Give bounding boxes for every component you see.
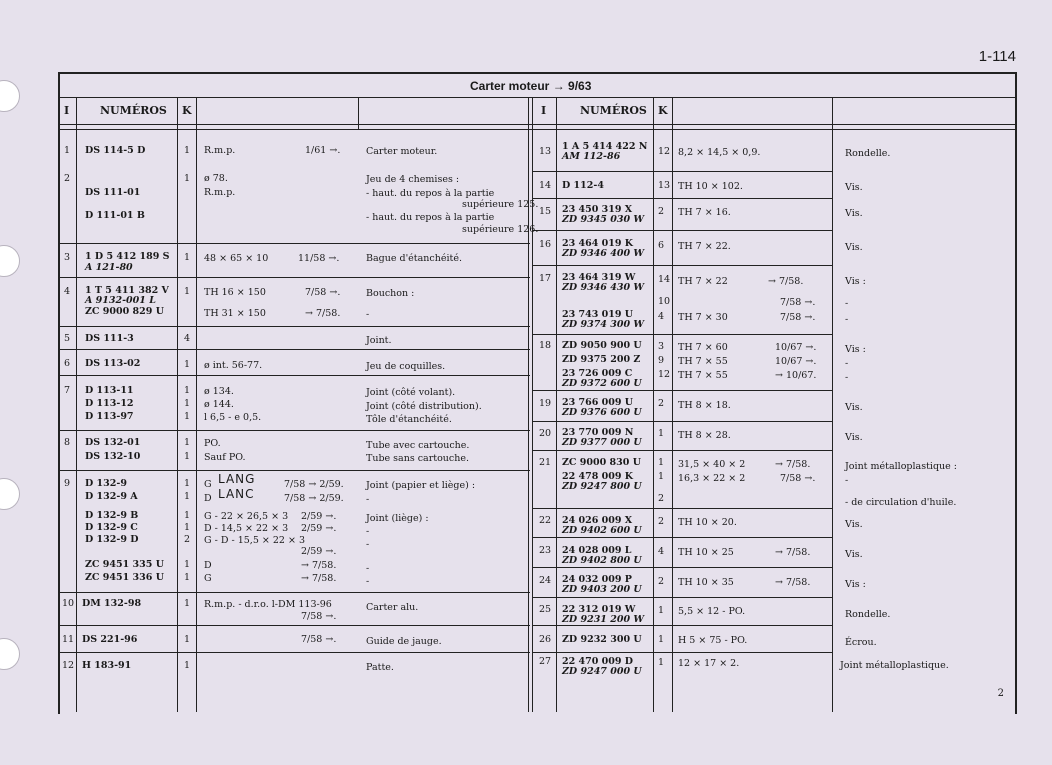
part-number: 23 770 009 N — [562, 427, 634, 438]
part-number: AM 112-86 — [562, 151, 621, 162]
designation: Joint (liège) : — [366, 513, 429, 524]
index-cell: 22 — [539, 515, 552, 526]
part-number: 1 D 5 412 189 S — [85, 251, 170, 262]
designation: - — [845, 358, 849, 369]
binder-hole — [0, 80, 20, 112]
part-number: 23 743 019 U — [562, 309, 634, 320]
part-number: DS 111-01 — [85, 187, 141, 198]
quantity: 1 — [184, 145, 191, 156]
designation: Joint (papier et liège) : — [366, 480, 476, 491]
quantity: 12 — [658, 146, 671, 157]
date: → 7/58. — [775, 577, 811, 588]
quantity: 1 — [658, 657, 665, 668]
designation: - — [366, 309, 370, 320]
dimension: TH 31 × 150 — [204, 308, 266, 319]
quantity: 1 — [184, 478, 191, 489]
index-cell: 14 — [539, 180, 552, 191]
designation: Joint (côté volant). — [366, 387, 456, 398]
designation: - de circulation d'huile. — [845, 497, 957, 508]
date: 2/59 →. — [301, 546, 337, 557]
part-number: A 9132-001 L — [85, 295, 156, 306]
designation: Vis. — [845, 208, 863, 219]
designation: Jeu de 4 chemises : — [366, 174, 460, 185]
designation: Vis. — [845, 519, 863, 530]
part-number: 24 026 009 X — [562, 515, 633, 526]
quantity: 1 — [184, 491, 191, 502]
dimension: ø int. 56-77. — [204, 360, 263, 371]
dimension: Sauf PO. — [204, 452, 246, 463]
header-numeros-right: NUMÉROS — [580, 104, 647, 117]
designation: Vis : — [845, 344, 866, 355]
date: 7/58 →. — [301, 634, 337, 645]
date: 11/58 →. — [298, 253, 340, 264]
part-number: 24 028 009 L — [562, 545, 632, 556]
part-number: D 113-12 — [85, 398, 134, 409]
part-number: DM 132-98 — [82, 598, 142, 609]
part-number: ZD 9346 400 W — [562, 248, 645, 259]
designation: Écrou. — [845, 637, 877, 648]
index-cell: 4 — [64, 286, 71, 297]
quantity: 1 — [184, 634, 191, 645]
date: → 7/58. — [775, 547, 811, 558]
part-number: 23 450 319 X — [562, 204, 633, 215]
part-number: ZD 9247 000 U — [562, 666, 642, 677]
designation: Vis. — [845, 549, 863, 560]
designation: Bouchon : — [366, 288, 415, 299]
dimension: TH 7 × 55 — [678, 356, 728, 367]
dimension: PO. — [204, 438, 221, 449]
dimension: TH 10 × 35 — [678, 577, 734, 588]
quantity: 1 — [184, 559, 191, 570]
part-number: ZD 9402 600 U — [562, 525, 642, 536]
designation: Tube sans cartouche. — [366, 453, 469, 464]
part-number: ZD 9377 000 U — [562, 437, 642, 448]
part-number: 24 032 009 P — [562, 574, 632, 585]
designation: - haut. du repos à la partie — [366, 188, 495, 199]
part-number: 1 T 5 411 382 V — [85, 285, 169, 296]
part-number: D 132-9 C — [85, 522, 138, 533]
index-cell: 17 — [539, 273, 552, 284]
part-number: DS 132-01 — [85, 437, 141, 448]
quantity: 2 — [658, 493, 665, 504]
part-number: D 113-11 — [85, 385, 134, 396]
date: → 7/58. — [775, 459, 811, 470]
quantity: 1 — [184, 173, 191, 184]
index-cell: 1 — [64, 145, 71, 156]
date: 2/59 →. — [301, 523, 337, 534]
designation: Rondelle. — [845, 148, 891, 159]
dimension: D — [204, 560, 212, 571]
date: 10/67 →. — [775, 356, 817, 367]
dimension: TH 7 × 30 — [678, 312, 728, 323]
date: → 7/58. — [305, 308, 341, 319]
index-cell: 18 — [539, 340, 552, 351]
part-number: ZD 9372 600 U — [562, 378, 642, 389]
part-number: DS 132-10 — [85, 451, 141, 462]
designation: Patte. — [366, 662, 394, 673]
part-number: ZC 9000 830 U — [562, 457, 641, 468]
designation: Tube avec cartouche. — [366, 440, 470, 451]
date: 7/58 → 2/59. — [284, 493, 344, 504]
dimension: 12 × 17 × 2. — [678, 658, 740, 669]
binder-hole — [0, 638, 20, 670]
part-number: 23 766 009 U — [562, 397, 634, 408]
quantity: 1 — [184, 252, 191, 263]
designation: supérieure 126. — [462, 224, 539, 235]
part-number: ZD 9375 200 Z — [562, 354, 641, 365]
designation: - — [845, 298, 849, 309]
designation: supérieure 125. — [462, 199, 539, 210]
quantity: 1 — [184, 510, 191, 521]
part-number: D 113-97 — [85, 411, 134, 422]
index-cell: 9 — [64, 478, 71, 489]
designation: Vis. — [845, 242, 863, 253]
date: 7/58 →. — [301, 611, 337, 622]
dimension: TH 7 × 55 — [678, 370, 728, 381]
part-number: ZC 9451 336 U — [85, 572, 164, 583]
dimension: ø 144. — [204, 399, 234, 410]
index-cell: 26 — [539, 634, 552, 645]
quantity: 1 — [184, 451, 191, 462]
index-cell: 5 — [64, 333, 71, 344]
index-cell: 12 — [62, 660, 75, 671]
part-number: D 112-4 — [562, 180, 604, 191]
part-number: ZD 9247 800 U — [562, 481, 642, 492]
part-number: D 132-9 B — [85, 510, 139, 521]
quantity: 1 — [184, 411, 191, 422]
index-cell: 10 — [62, 598, 75, 609]
dimension: G - D - 15,5 × 22 × 3 — [204, 535, 305, 546]
quantity: 9 — [658, 355, 665, 366]
dimension: R.m.p. - d.r.o. l-DM 113-96 — [204, 599, 332, 610]
part-number: ZD 9345 030 W — [562, 214, 645, 225]
designation: - haut. du repos à la partie — [366, 212, 495, 223]
quantity: 4 — [658, 311, 665, 322]
designation: - — [366, 576, 370, 587]
quantity: 1 — [658, 428, 665, 439]
designation: Joint. — [366, 335, 392, 346]
quantity: 2 — [658, 206, 665, 217]
binder-hole — [0, 478, 20, 510]
quantity: 1 — [658, 457, 665, 468]
quantity: 2 — [658, 398, 665, 409]
quantity: 1 — [184, 437, 191, 448]
dimension: l 6,5 - e 0,5. — [204, 412, 262, 423]
dimension: TH 8 × 28. — [678, 430, 731, 441]
quantity: 6 — [658, 240, 665, 251]
dimension: G — [204, 479, 212, 490]
quantity: 1 — [184, 385, 191, 396]
footer-number: 2 — [997, 688, 1004, 699]
index-cell: 15 — [539, 206, 552, 217]
dimension: G - 22 × 26,5 × 3 — [204, 511, 289, 522]
date: → 7/58. — [301, 560, 337, 571]
header-i-right: I — [541, 104, 547, 117]
part-number: DS 113-02 — [85, 358, 141, 369]
quantity: 1 — [184, 572, 191, 583]
dimension: 31,5 × 40 × 2 — [678, 459, 746, 470]
part-number: ZD 9376 600 U — [562, 407, 642, 418]
quantity: 1 — [658, 634, 665, 645]
designation: Joint métalloplastique : — [845, 461, 957, 472]
dimension: TH 7 × 22 — [678, 276, 728, 287]
designation: Rondelle. — [845, 609, 891, 620]
index-cell: 27 — [539, 656, 552, 667]
designation: - — [845, 372, 849, 383]
designation: - — [845, 314, 849, 325]
dimension: 5,5 × 12 - PO. — [678, 606, 746, 617]
handwritten-note: LANG — [218, 472, 256, 486]
quantity: 1 — [184, 598, 191, 609]
binder-hole — [0, 245, 20, 277]
header-numeros: NUMÉROS — [100, 104, 167, 117]
designation: Joint métalloplastique. — [840, 660, 949, 671]
index-cell: 24 — [539, 575, 552, 586]
page-title: Carter moteur → 9/63 — [470, 79, 592, 93]
quantity: 1 — [184, 286, 191, 297]
quantity: 1 — [184, 660, 191, 671]
header-i: I — [64, 104, 70, 117]
designation: - — [366, 526, 370, 537]
dimension: 48 × 65 × 10 — [204, 253, 269, 264]
quantity: 2 — [184, 534, 191, 545]
date: 7/58 →. — [305, 287, 341, 298]
dimension: TH 10 × 25 — [678, 547, 734, 558]
dimension: 8,2 × 14,5 × 0,9. — [678, 147, 761, 158]
designation: Guide de jauge. — [366, 636, 442, 647]
designation: Vis : — [845, 579, 866, 590]
part-number: ZD 9231 200 W — [562, 614, 645, 625]
date: 2/59 →. — [301, 511, 337, 522]
header-k: K — [182, 104, 192, 117]
quantity: 3 — [658, 341, 665, 352]
part-number: D 132-9 — [85, 478, 127, 489]
quantity: 1 — [658, 605, 665, 616]
index-cell: 21 — [539, 457, 552, 468]
index-cell: 6 — [64, 358, 71, 369]
dimension: TH 7 × 22. — [678, 241, 731, 252]
dimension: ø 78. — [204, 173, 228, 184]
dimension: D - 14,5 × 22 × 3 — [204, 523, 289, 534]
date: 7/58 →. — [780, 473, 816, 484]
part-number: ZD 9403 200 U — [562, 584, 642, 595]
part-number: ZC 9000 829 U — [85, 306, 164, 317]
part-number: DS 114-5 D — [85, 145, 146, 156]
designation: Vis : — [845, 276, 866, 287]
date: → 7/58. — [768, 276, 804, 287]
index-cell: 19 — [539, 398, 552, 409]
date: → 7/58. — [301, 573, 337, 584]
designation: Jeu de coquilles. — [366, 361, 446, 372]
quantity: 12 — [658, 369, 671, 380]
page-number: 1-114 — [978, 48, 1016, 65]
index-cell: 7 — [64, 385, 71, 396]
quantity: 2 — [658, 576, 665, 587]
part-number: DS 221-96 — [82, 634, 138, 645]
index-cell: 11 — [62, 634, 75, 645]
date: 7/58 →. — [780, 312, 816, 323]
part-number: 23 464 319 W — [562, 272, 636, 283]
designation: - — [845, 475, 849, 486]
designation: Bague d'étanchéité. — [366, 253, 462, 264]
dimension: TH 8 × 18. — [678, 400, 731, 411]
dimension: R.m.p. — [204, 145, 236, 156]
part-number: 1 A 5 414 422 N — [562, 141, 648, 152]
header-k-right: K — [658, 104, 668, 117]
dimension: R.m.p. — [204, 187, 236, 198]
dimension: G — [204, 573, 212, 584]
index-cell: 2 — [64, 173, 71, 184]
quantity: 14 — [658, 274, 671, 285]
designation: Vis. — [845, 182, 863, 193]
index-cell: 25 — [539, 604, 552, 615]
index-cell: 23 — [539, 545, 552, 556]
dimension: ø 134. — [204, 386, 234, 397]
dimension: TH 16 × 150 — [204, 287, 266, 298]
dimension: 16,3 × 22 × 2 — [678, 473, 746, 484]
dimension: H 5 × 75 - PO. — [678, 635, 748, 646]
date: 1/61 →. — [305, 145, 341, 156]
part-number: 22 478 009 K — [562, 471, 634, 482]
designation: Tôle d'étanchéité. — [366, 414, 452, 425]
designation: Vis. — [845, 432, 863, 443]
designation: - — [366, 563, 370, 574]
part-number: 22 312 019 W — [562, 604, 636, 615]
quantity: 1 — [184, 522, 191, 533]
dimension: TH 10 × 20. — [678, 517, 737, 528]
part-number: D 132-9 A — [85, 491, 138, 502]
quantity: 1 — [184, 359, 191, 370]
date: 7/58 → 2/59. — [284, 479, 344, 490]
part-number: ZD 9402 800 U — [562, 555, 642, 566]
part-number: ZD 9050 900 U — [562, 340, 642, 351]
part-number: ZD 9374 300 W — [562, 319, 645, 330]
part-number: 23 464 019 K — [562, 238, 634, 249]
index-cell: 16 — [539, 239, 552, 250]
quantity: 2 — [658, 516, 665, 527]
index-cell: 8 — [64, 437, 71, 448]
designation: - — [366, 494, 370, 505]
part-number: 23 726 009 C — [562, 368, 633, 379]
index-cell: 20 — [539, 428, 552, 439]
index-cell: 13 — [539, 146, 552, 157]
designation: Joint (côté distribution). — [366, 401, 482, 412]
quantity: 4 — [658, 546, 665, 557]
date: 10/67 →. — [775, 342, 817, 353]
designation: - — [366, 539, 370, 550]
part-number: ZC 9451 335 U — [85, 559, 164, 570]
index-cell: 3 — [64, 252, 71, 263]
date: 7/58 →. — [780, 297, 816, 308]
dimension: TH 7 × 60 — [678, 342, 728, 353]
handwritten-note: LANC — [218, 487, 255, 501]
dimension: TH 7 × 16. — [678, 207, 731, 218]
quantity: 13 — [658, 180, 671, 191]
part-number: D 111-01 B — [85, 210, 145, 221]
quantity: 4 — [184, 333, 191, 344]
part-number: H 183-91 — [82, 660, 132, 671]
quantity: 1 — [658, 471, 665, 482]
quantity: 10 — [658, 296, 671, 307]
designation: Vis. — [845, 402, 863, 413]
part-number: DS 111-3 — [85, 333, 134, 344]
quantity: 1 — [184, 398, 191, 409]
part-number: ZD 9232 300 U — [562, 634, 642, 645]
part-number: 22 470 009 D — [562, 656, 634, 667]
dimension: TH 10 × 102. — [678, 181, 743, 192]
part-number: A 121-80 — [85, 262, 133, 273]
dimension: D — [204, 493, 212, 504]
part-number: ZD 9346 430 W — [562, 282, 645, 293]
part-number: D 132-9 D — [85, 534, 139, 545]
date: → 10/67. — [775, 370, 817, 381]
designation: Carter moteur. — [366, 146, 438, 157]
designation: Carter alu. — [366, 602, 419, 613]
